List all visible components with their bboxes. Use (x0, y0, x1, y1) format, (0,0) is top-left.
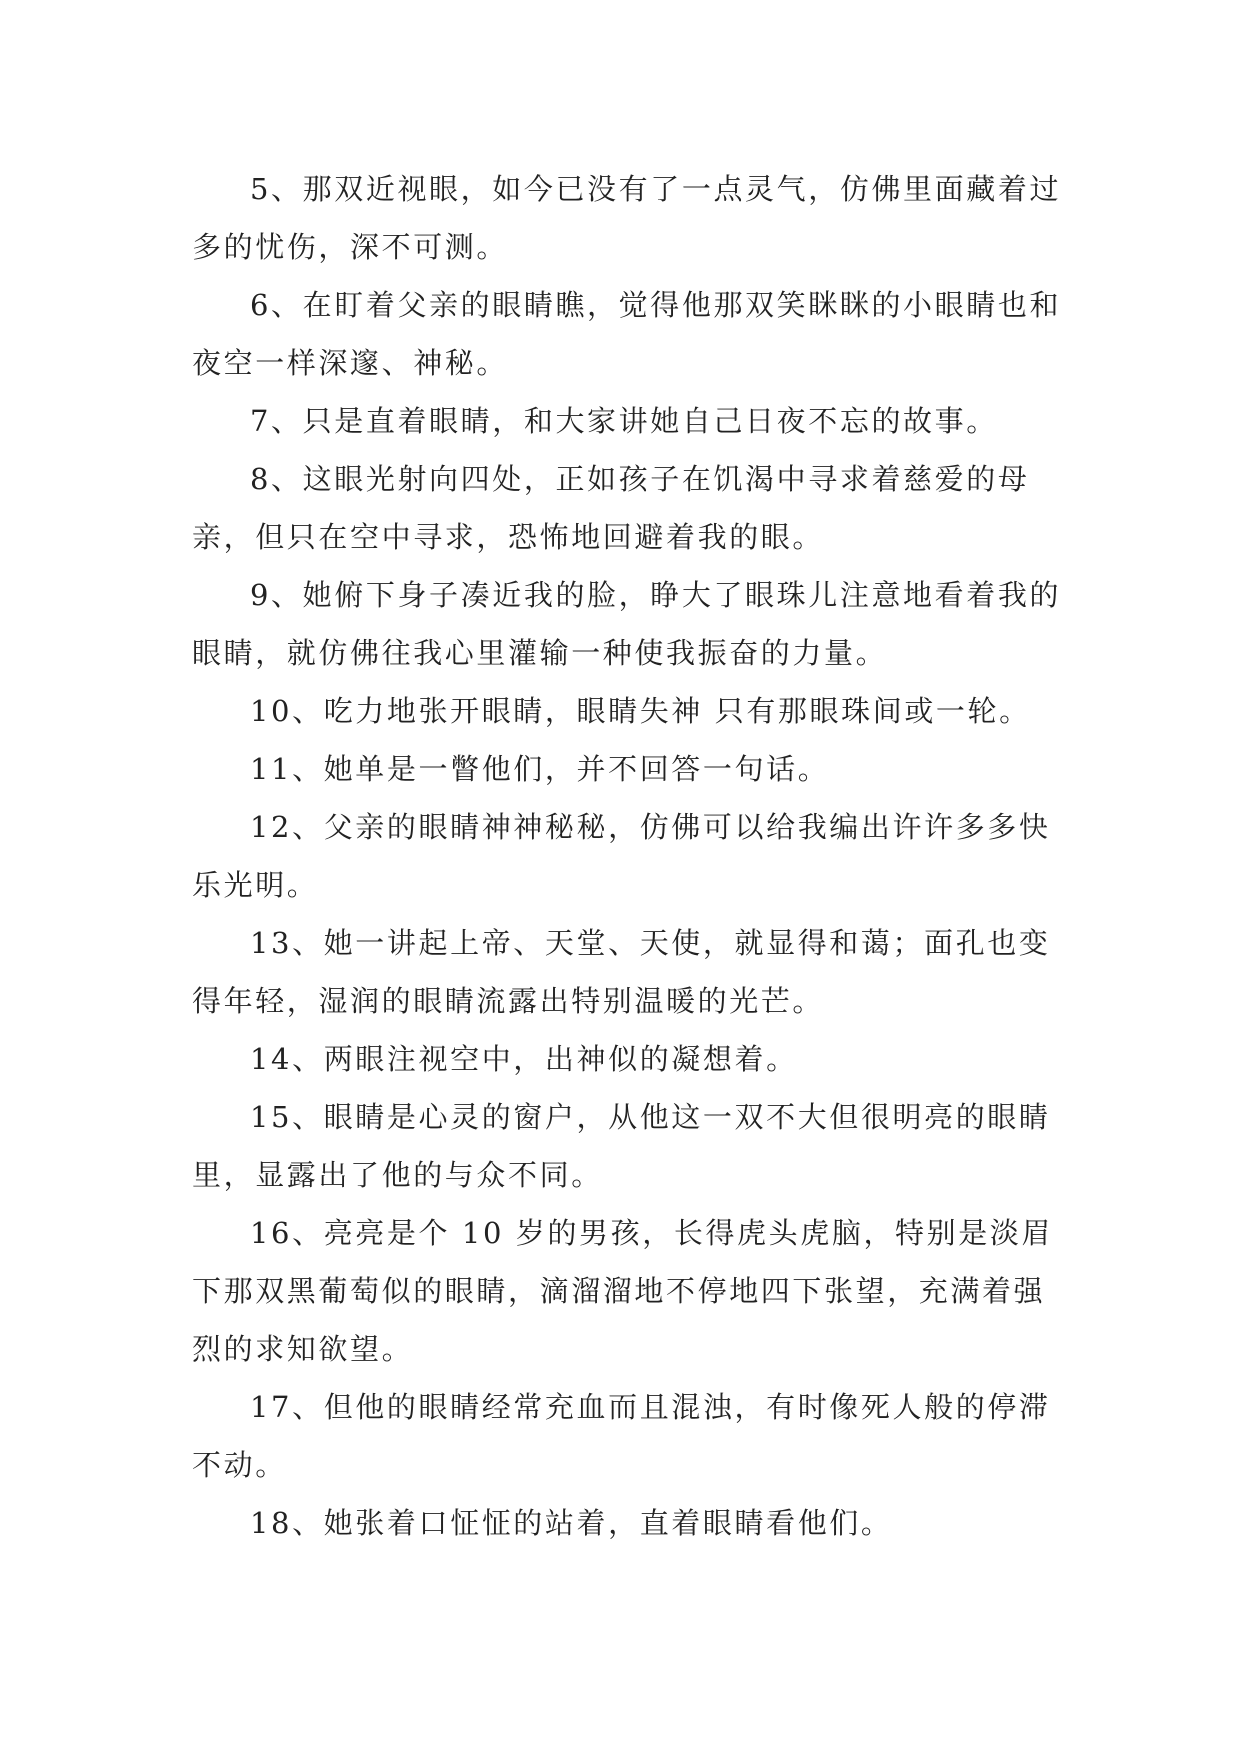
paragraph-6: 6、在盯着父亲的眼睛瞧，觉得他那双笑眯眯的小眼睛也和夜空一样深邃、神秘。 (192, 288, 1062, 380)
paragraph-14: 14、两眼注视空中，出神似的凝想着。 (250, 1042, 798, 1076)
paragraph-5: 5、那双近视眼，如今已没有了一点灵气，仿佛里面藏着过多的忧伤，深不可测。 (192, 172, 1062, 264)
document-body (192, 160, 1062, 1552)
paragraph-8: 8、这眼光射向四处，正如孩子在饥渴中寻求着慈爱的母亲，但只在空中寻求，恐怖地回避着我的眼。 (192, 462, 1030, 554)
paragraph-10: 10、吃力地张开眼睛，眼睛失神 只有那眼珠间或一轮。 (250, 694, 1031, 728)
paragraph-12: 12、父亲的眼睛神神秘秘，仿佛可以给我编出许许多多快乐光明。 (192, 810, 1051, 902)
paragraph-15: 15、眼睛是心灵的窗户，从他这一双不大但很明亮的眼睛里，显露出了他的与众不同。 (192, 1100, 1051, 1192)
paragraph-16: 16、亮亮是个 10 岁的男孩，长得虎头虎脑，特别是淡眉下那双黑葡萄似的眼睛，滴溜溜地不停地四下张望，充满着强烈的求知欲望。 (192, 1216, 1054, 1366)
paragraph-7: 7、只是直着眼睛，和大家讲她自己日夜不忘的故事。 (250, 404, 998, 438)
paragraph-11: 11、她单是一瞥他们，并不回答一句话。 (250, 752, 830, 786)
paragraph-13: 13、她一讲起上帝、天堂、天使，就显得和蔼；面孔也变得年轻，湿润的眼睛流露出特别温暖的光芒。 (192, 926, 1051, 1018)
paragraph-9: 9、她俯下身子凑近我的脸，睁大了眼珠儿注意地看着我的眼睛，就仿佛往我心里灌输一种使我振奋的力量。 (192, 578, 1062, 670)
paragraph-17: 17、但他的眼睛经常充血而且混浊，有时像死人般的停滞不动。 (192, 1390, 1051, 1482)
paragraph-18: 18、她张着口怔怔的站着，直着眼睛看他们。 (250, 1506, 893, 1540)
